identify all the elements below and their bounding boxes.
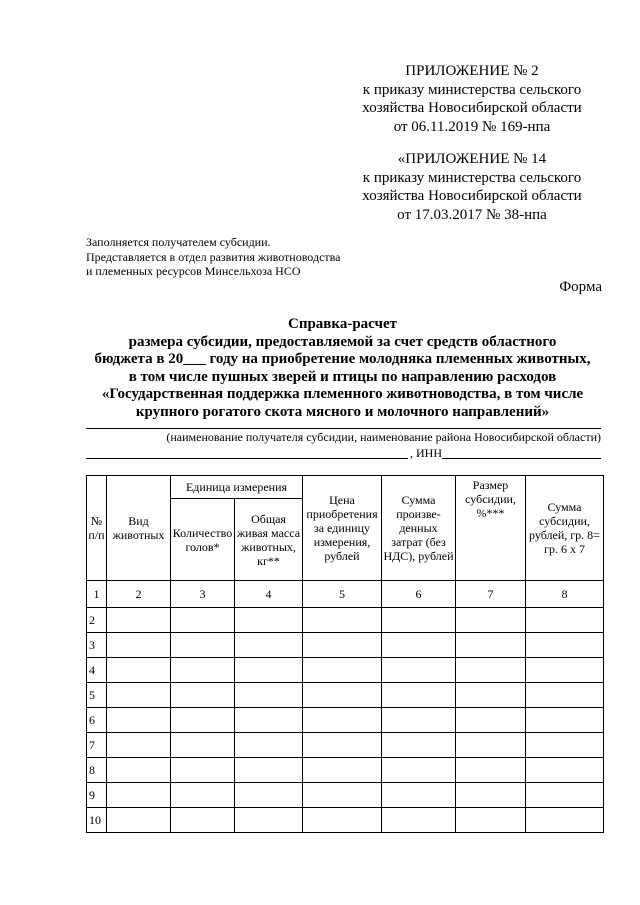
table-cell[interactable]: [526, 608, 604, 633]
header-animal-type: Вид животных: [107, 476, 171, 581]
table-cell[interactable]: [382, 608, 456, 633]
table-row: [87, 708, 604, 733]
table-cell[interactable]: [303, 683, 382, 708]
table-cell[interactable]: [235, 808, 303, 833]
row-number: 8: [87, 758, 107, 783]
table-cell[interactable]: [107, 783, 171, 808]
header-head-count: Количество голов*: [171, 499, 235, 581]
table-cell[interactable]: [382, 708, 456, 733]
row-number: 10: [87, 808, 107, 833]
table-cell[interactable]: [107, 733, 171, 758]
table-row: [87, 758, 604, 783]
table-cell[interactable]: [382, 758, 456, 783]
annex-line: хозяйства Новосибирской области: [362, 100, 582, 116]
title-line: Справка-расчет: [287, 316, 397, 332]
annex-title: ПРИЛОЖЕНИЕ № 2: [405, 63, 539, 79]
header-production-costs: Сумма произве-денных затрат (без НДС), рублей: [382, 476, 456, 581]
table-cell[interactable]: [171, 708, 235, 733]
header-unit-group: Единица измерения: [171, 476, 303, 499]
column-number: 8: [526, 581, 604, 608]
table-cell[interactable]: [456, 808, 526, 833]
table-cell[interactable]: [171, 633, 235, 658]
table-cell[interactable]: [107, 758, 171, 783]
table-row: [87, 733, 604, 758]
column-number: 1: [87, 581, 107, 608]
row-number: 7: [87, 733, 107, 758]
submission-note: [86, 235, 340, 279]
column-number: 6: [382, 581, 456, 608]
table-cell[interactable]: [456, 633, 526, 658]
annex-header-previous: [342, 150, 602, 224]
annex-title: «ПРИЛОЖЕНИЕ № 14: [397, 151, 547, 167]
annex-line: к приказу министерства сельского: [362, 81, 582, 98]
form-label: Форма: [559, 279, 602, 295]
inn-row: [86, 446, 601, 462]
table-cell[interactable]: [382, 733, 456, 758]
recipient-caption: (наименование получателя субсидии, наименование района Новосибирской области): [166, 430, 601, 444]
table-row: [87, 658, 604, 683]
table-cell[interactable]: [382, 783, 456, 808]
row-number: 3: [87, 633, 107, 658]
table-cell[interactable]: [235, 758, 303, 783]
table-cell[interactable]: [303, 708, 382, 733]
header-subsidy-rate: Размер субсидии, %***: [456, 476, 526, 581]
table-cell[interactable]: [303, 608, 382, 633]
table-cell[interactable]: [171, 783, 235, 808]
annex-date-number: от 17.03.2017 № 38-нпа: [397, 206, 547, 223]
table-cell[interactable]: [382, 658, 456, 683]
column-number: 5: [303, 581, 382, 608]
row-number: 6: [87, 708, 107, 733]
title-line: размера субсидии, предоставляемой за счет средств областного: [128, 333, 557, 350]
note-line: Представляется в отдел развития животноводства: [86, 249, 341, 264]
table-cell[interactable]: [303, 783, 382, 808]
table-cell[interactable]: [107, 808, 171, 833]
table-cell[interactable]: [303, 758, 382, 783]
table-cell[interactable]: [303, 658, 382, 683]
table-cell[interactable]: [235, 608, 303, 633]
table-cell[interactable]: [526, 683, 604, 708]
table-cell[interactable]: [235, 733, 303, 758]
row-number: 5: [87, 683, 107, 708]
header-unit-price: Цена приобретения за единицу измерения, рублей: [303, 476, 382, 581]
table-cell[interactable]: [171, 758, 235, 783]
table-cell[interactable]: [456, 683, 526, 708]
table-cell[interactable]: [456, 733, 526, 758]
table-cell[interactable]: [107, 633, 171, 658]
table-cell[interactable]: [526, 633, 604, 658]
annex-line: к приказу министерства сельского: [362, 169, 582, 186]
table-cell[interactable]: [235, 783, 303, 808]
row-number: 2: [87, 608, 107, 633]
table-cell[interactable]: [235, 708, 303, 733]
table-row: [87, 783, 604, 808]
column-number: 4: [235, 581, 303, 608]
table-cell[interactable]: [456, 708, 526, 733]
table-row: [87, 683, 604, 708]
table-cell[interactable]: [456, 758, 526, 783]
table-cell[interactable]: [171, 608, 235, 633]
title-line: бюджета в 20___ году на приобретение молодняка племенных животных,: [94, 351, 591, 367]
table-cell[interactable]: [107, 608, 171, 633]
table-cell[interactable]: [171, 808, 235, 833]
header-total-mass: Общая живая масса животных, кг**: [235, 499, 303, 581]
table-cell[interactable]: [382, 808, 456, 833]
table-cell[interactable]: [526, 758, 604, 783]
column-number: 2: [107, 581, 171, 608]
annex-line: хозяйства Новосибирской области: [362, 188, 582, 204]
inn-field[interactable]: [442, 458, 601, 459]
header-num: № п/п: [87, 476, 107, 581]
title-line: в том числе пушных зверей и птицы по направлению расходов: [128, 368, 557, 385]
table-cell[interactable]: [526, 733, 604, 758]
annex-header-current: [342, 62, 602, 136]
header-subsidy-sum: Сумма субсидии, рублей, гр. 8= гр. 6 х 7: [526, 476, 604, 581]
document-title: [80, 316, 605, 421]
recipient-name-field[interactable]: [86, 428, 601, 429]
title-line: «Государственная поддержка племенного животноводства, в том числе: [101, 386, 584, 402]
note-line: и племенных ресурсов Минсельхоза НСО: [86, 264, 301, 278]
table-cell[interactable]: [303, 633, 382, 658]
table-cell[interactable]: [235, 658, 303, 683]
table-cell[interactable]: [526, 808, 604, 833]
table-cell[interactable]: [526, 658, 604, 683]
note-line: Заполняется получателем субсидии.: [86, 235, 271, 249]
annex-date-number: от 06.11.2019 № 169-нпа: [393, 118, 551, 135]
table-cell[interactable]: [107, 683, 171, 708]
table-cell[interactable]: [382, 683, 456, 708]
row-number: 9: [87, 783, 107, 808]
column-number-row: [87, 581, 604, 608]
table-cell[interactable]: [107, 708, 171, 733]
table-cell[interactable]: [171, 658, 235, 683]
table-row: [87, 608, 604, 633]
table-cell[interactable]: [456, 783, 526, 808]
table-cell[interactable]: [171, 733, 235, 758]
table-cell[interactable]: [382, 633, 456, 658]
table-cell[interactable]: [303, 733, 382, 758]
recipient-field-line[interactable]: [86, 458, 408, 459]
table-cell[interactable]: [303, 808, 382, 833]
table-cell[interactable]: [107, 658, 171, 683]
table-cell[interactable]: [171, 683, 235, 708]
table-row: [87, 808, 604, 833]
table-cell[interactable]: [456, 608, 526, 633]
row-number: 4: [87, 658, 107, 683]
subsidy-table: [86, 475, 604, 833]
title-line: крупного рогатого скота мясного и молочного направлений»: [135, 403, 550, 420]
table-cell[interactable]: [235, 633, 303, 658]
column-number: 7: [456, 581, 526, 608]
table-cell[interactable]: [456, 658, 526, 683]
table-cell[interactable]: [235, 683, 303, 708]
column-number: 3: [171, 581, 235, 608]
inn-label: , ИНН: [410, 446, 442, 460]
table-cell[interactable]: [526, 783, 604, 808]
table-cell[interactable]: [526, 708, 604, 733]
table-row: [87, 633, 604, 658]
